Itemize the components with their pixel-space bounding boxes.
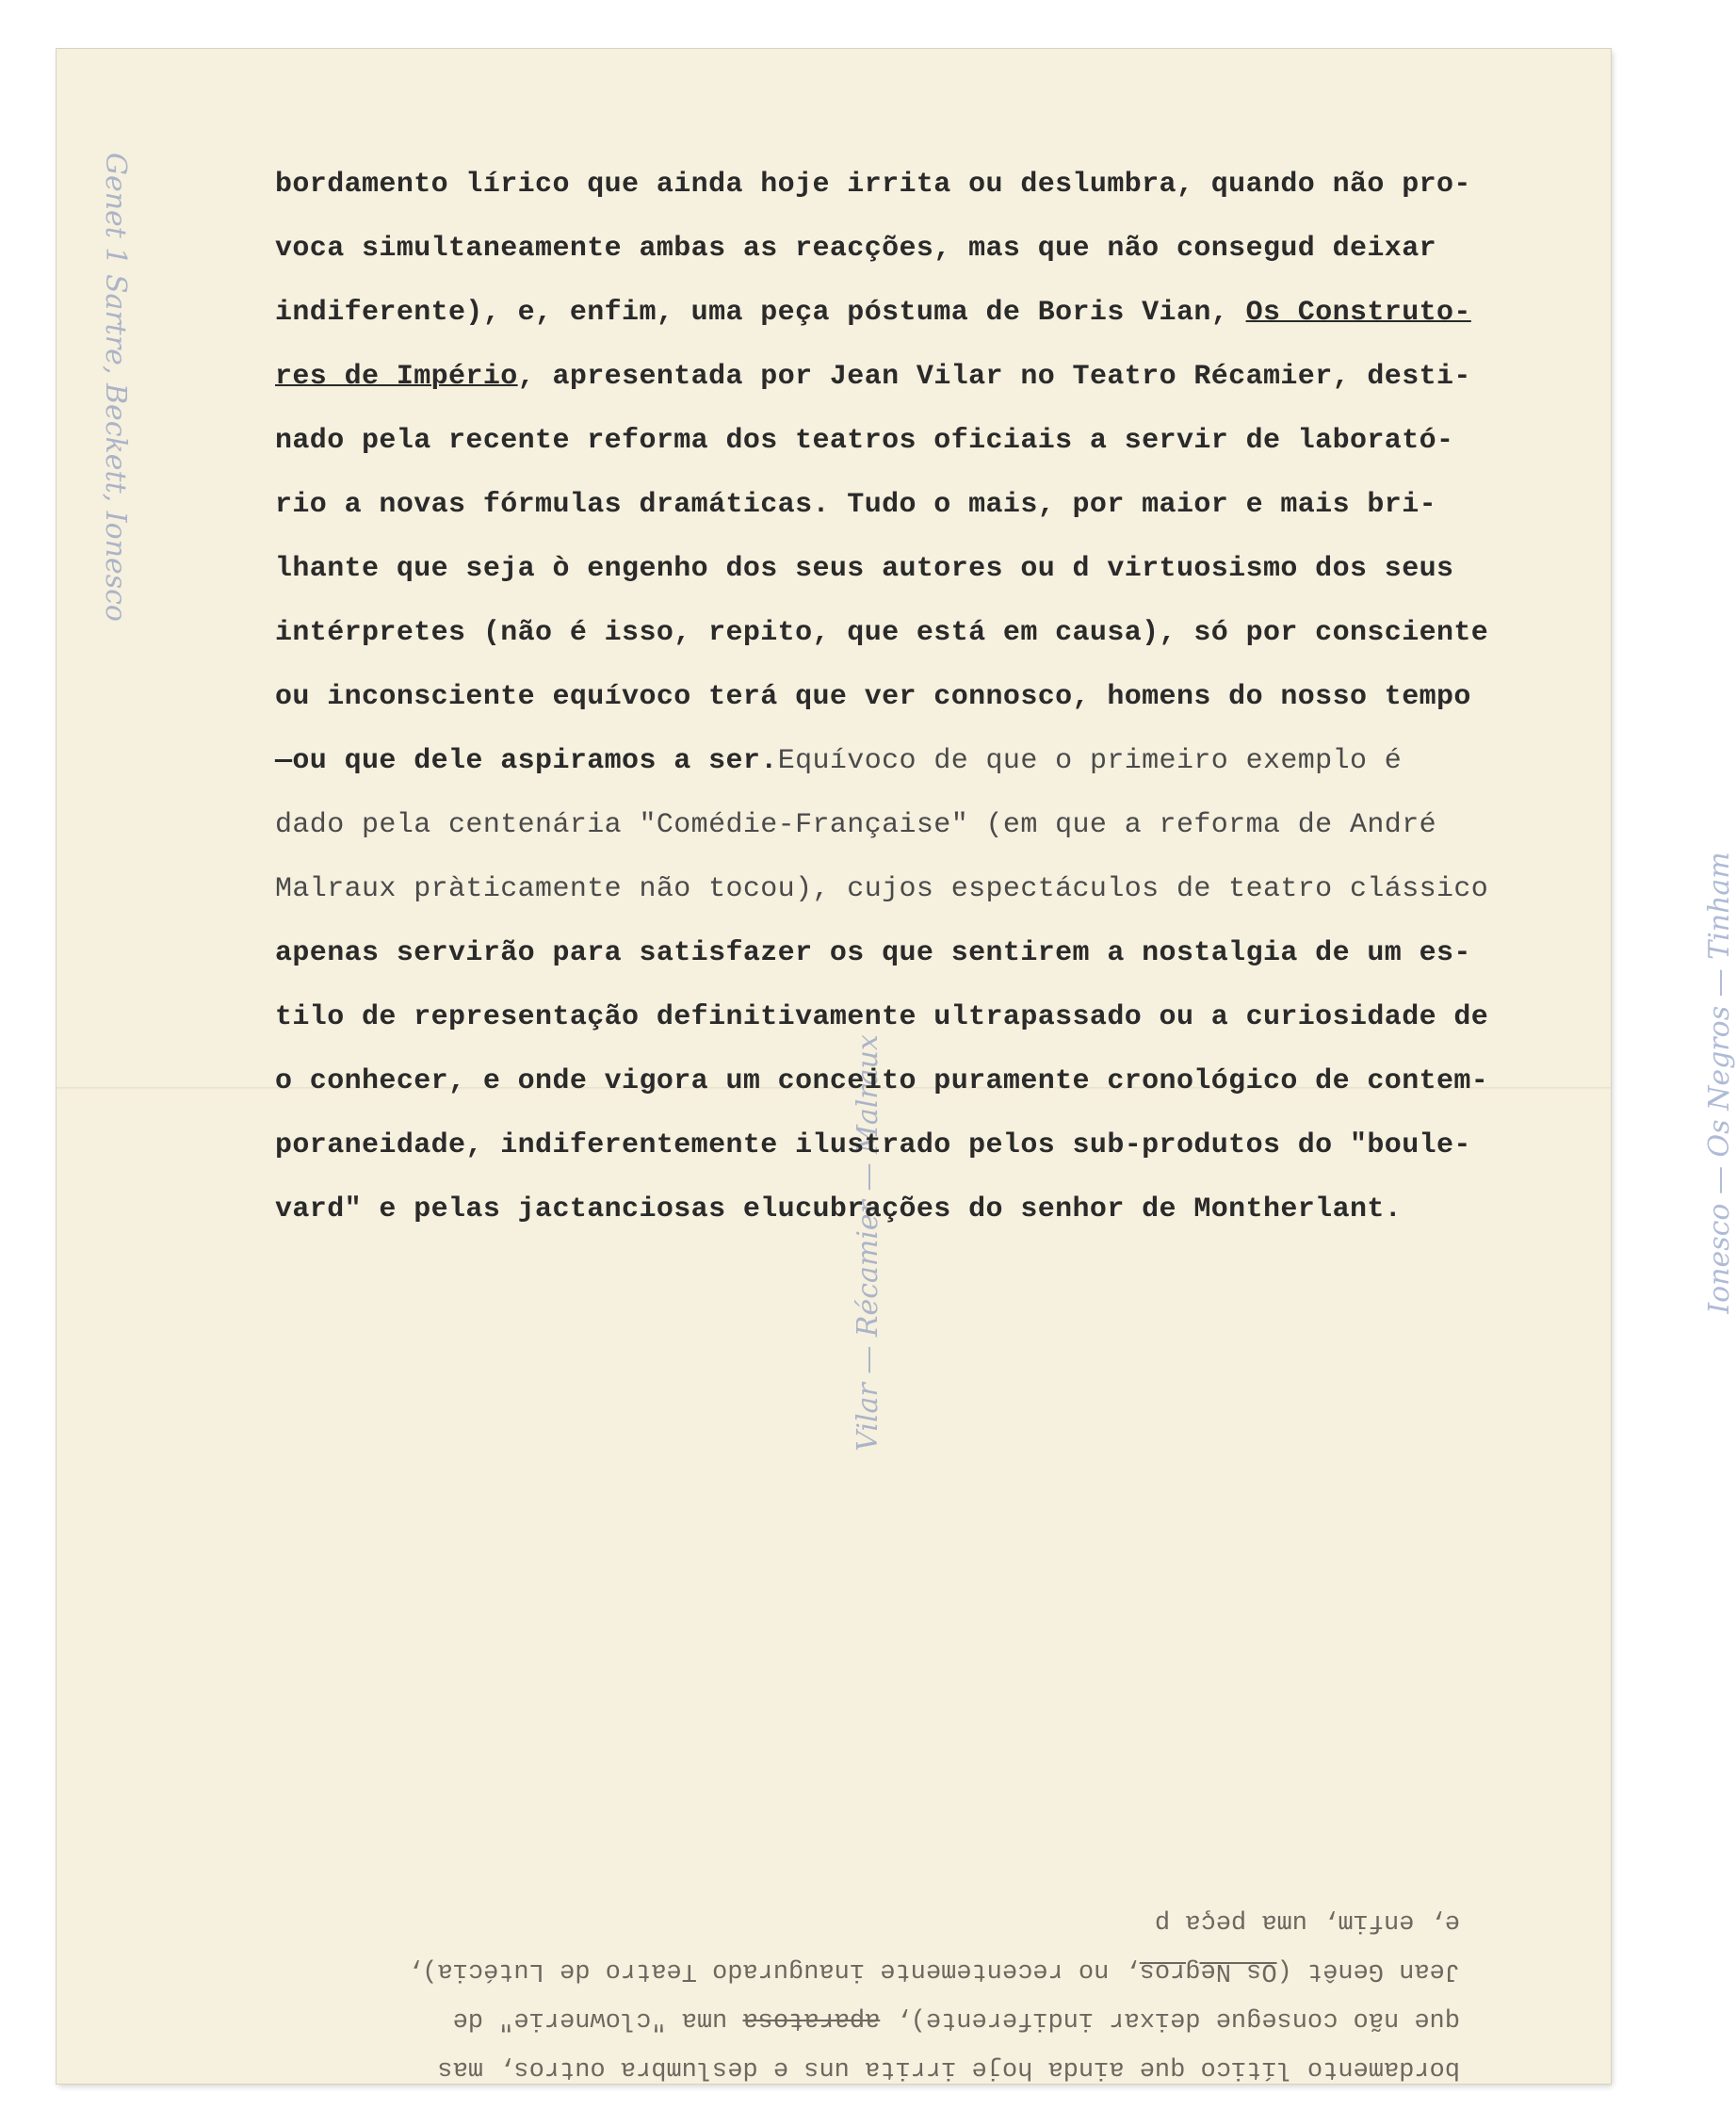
struck-word: aparatosa <box>742 2005 881 2034</box>
text-line: o conhecer, e onde vigora um conceito puramente cronológico de contem- <box>275 1065 1489 1097</box>
text-line: rio a novas fórmulas dramáticas. Tudo o mais, por maior e mais bri- <box>275 489 1436 521</box>
text-fragment: Equívoco de que o primeiro exemplo é <box>777 745 1403 777</box>
inverted-line: e, enfim, uma peça p <box>1154 1907 1460 1936</box>
text-fragment: , apresentada por Jean Vilar no Teatro Récamier, desti- <box>517 361 1471 393</box>
text-fragment: , no recentemente inaugurado Teatro de Lutécia), <box>407 1956 1140 1985</box>
text-fragment: indiferente), e, enfim, uma peça póstuma de Boris Vian, <box>275 297 1246 329</box>
text-line: Malraux pràticamente não tocou), cujos espectáculos de teatro clássico <box>275 873 1489 905</box>
text-line: apenas servirão para satisfazer os que sentirem a nostalgia de um es- <box>275 937 1471 969</box>
text-line: nado pela recente reforma dos teatros oficiais a servir de laborató- <box>275 425 1454 457</box>
text-line: intérpretes (não é isso, repito, que está em causa), só por consciente <box>275 617 1489 649</box>
paper-sheet <box>57 49 1736 2084</box>
text-line: dado pela centenária "Comédie-Française" (em que a reforma de André <box>275 809 1436 841</box>
inverted-line <box>160 1995 1460 2044</box>
handwritten-right-note: Ionesco — Os Negros — Tinham <box>1702 852 1736 1314</box>
text-line: vard" e pelas jactanciosas elucubrações do senhor de Montherlant. <box>275 1193 1403 1225</box>
inverted-line: bordamento lítico que ainda hoje irrita uns e deslumbra outros, mas <box>437 2054 1460 2083</box>
text-line: voca simultaneamente ambas as reacções, mas que não consegud deixar <box>275 233 1436 265</box>
work-title-underlined: Os Negros <box>1139 1956 1277 1985</box>
bleed-through-inverted-text <box>160 1820 1460 2093</box>
text-line <box>275 281 1613 345</box>
work-title-underlined: Os Construto- <box>1245 297 1471 329</box>
text-line: bordamento lírico que ainda hoje irrita ou deslumbra, quando não pro- <box>275 169 1471 201</box>
text-line <box>275 345 1613 409</box>
typed-body-text <box>275 153 1613 1242</box>
text-line: tilo de representação definitivamente ultrapassado ou a curiosidade de <box>275 1001 1489 1033</box>
handwritten-margin-note: Genet 1 Sartre, Beckett, Ionesco <box>99 153 132 622</box>
inverted-line <box>160 1946 1460 1995</box>
text-fragment: uma "clownerie" de <box>452 2005 728 2034</box>
text-line: lhante que seja ò engenho dos seus autores ou d virtuosismo dos seus <box>275 553 1454 585</box>
handwritten-middle-note: Vilar — Récamier — Malraux <box>851 1034 884 1452</box>
text-fragment: —ou que dele aspiramos a ser. <box>275 745 778 777</box>
text-line: ou inconsciente equívoco terá que ver connosco, homens do nosso tempo <box>275 681 1471 713</box>
text-fragment: que não consegue deixar indiferente), <box>880 2005 1460 2034</box>
work-title-underlined: res de Império <box>275 361 518 393</box>
text-line: poraneidade, indiferentemente ilustrado pelos sub-produtos do "boule- <box>275 1129 1471 1161</box>
text-line <box>275 729 1613 793</box>
text-fragment: Jean Genêt ( <box>1276 1956 1460 1985</box>
